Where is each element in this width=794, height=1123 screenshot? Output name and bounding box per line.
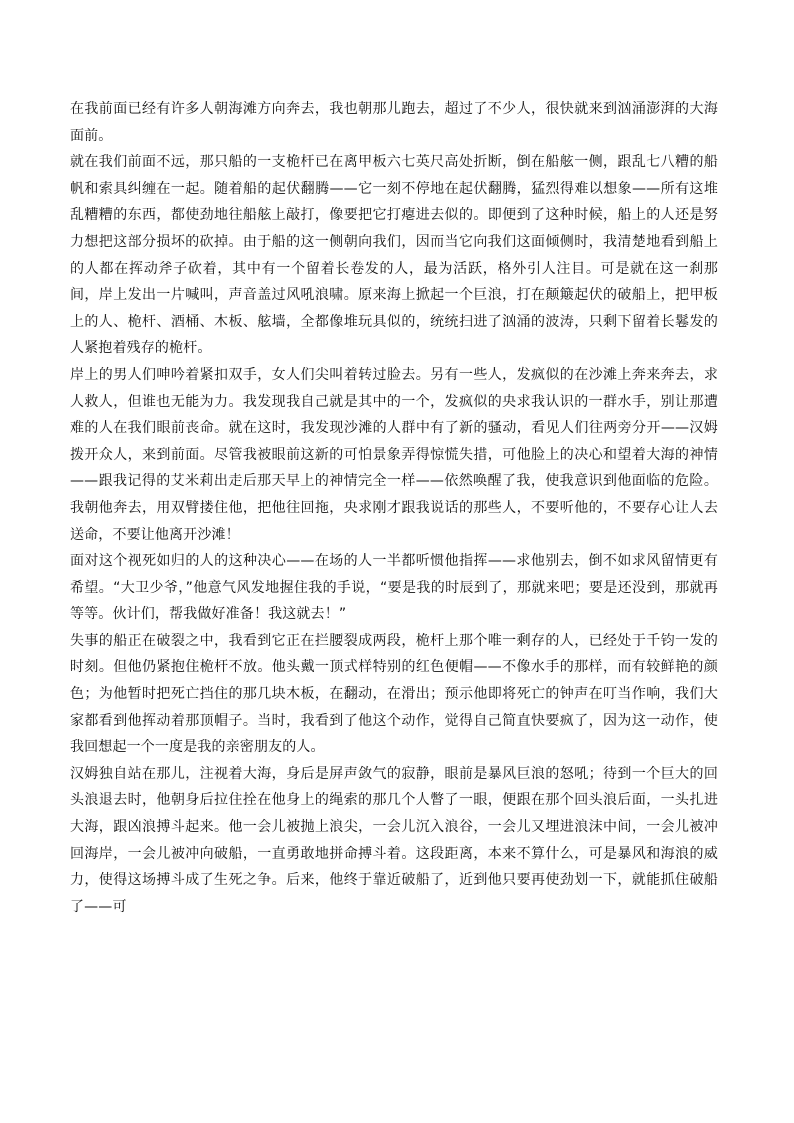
paragraph: 岸上的男人们呻吟着紧扣双手，女人们尖叫着转过脸去。另有一些人，发疯似的在沙滩上奔来奔去，求人救人，但谁也无能为力。我发现我自己就是其中的一个，发疯似的央求我认识的一群水手，别让那遭难的人在我们眼前丧命。就在这时，我发现沙滩的人群中有了新的骚动，看见人们往两旁分开——汉姆拨开众人，来到前面。尽管我被眼前这新的可怕景象弄得惊慌失措，可他脸上的决心和望着大海的神情——跟我记得的艾米莉出走后那天早上的神情完全一样——依然唤醒了我，使我意识到他面临的危险。我朝他奔去，用双臂搂住他，把他往回拖，央求刚才跟我说话的那些人，不要听他的，不要存心让人去送命，不要让他离开沙滩！ [70,366,718,543]
paragraph: 汉姆独自站在那儿，注视着大海，身后是屏声敛气的寂静，眼前是暴风巨浪的怒吼；待到一个巨大的回头浪退去时，他朝身后拉住拴在他身上的绳索的那几个人瞥了一眼，便跟在那个回头浪后面，一头扎进大海，跟凶浪搏斗起来。他一会儿被抛上浪尖，一会儿沉入浪谷，一会儿又埋进浪沫中间，一会儿被冲回海岸，一会儿被冲向破船，一直勇敢地拼命搏斗着。这段距离，本来不算什么，可是暴风和海浪的威力，使得这场搏斗成了生死之争。后来，他终于靠近破船了，近到他只要再使劲划一下，就能抓住破船了——可 [70,765,718,915]
paragraph: 就在我们前面不远，那只船的一支桅杆已在离甲板六七英尺高处折断，倒在船舷一侧，跟乱七八糟的船帆和索具纠缠在一起。随着船的起伏翻腾——它一刻不停地在起伏翻腾，猛烈得难以想象——所有这堆乱糟糟的东西，都使劲地往船舷上敲打，像要把它打瘪进去似的。即便到了这种时候，船上的人还是努力想把这部分损坏的砍掉。由于船的这一侧朝向我们，因而当它向我们这面倾侧时，我清楚地看到船上的人都在挥动斧子砍着，其中有一个留着长卷发的人，最为活跃，格外引人注目。可是就在这一刹那间，岸上发出一片喊叫，声音盖过风吼浪啸。原来海上掀起一个巨浪，打在颠簸起伏的破船上，把甲板上的人、桅杆、酒桶、木板、舷墙，全都像堆玩具似的，统统扫进了汹涌的波涛，只剩下留着长鬈发的人紧抱着残存的桅杆。 [70,154,718,357]
paragraph: 在我前面已经有许多人朝海滩方向奔去，我也朝那儿跑去，超过了不少人，很快就来到汹涌澎湃的大海面前。 [70,101,718,144]
document-body [70,96,718,920]
paragraph: 面对这个视死如归的人的这种决心——在场的人一半都听惯他指挥——求他别去，倒不如求风留情更有希望。“大卫少爷，”他意气风发地握住我的手说，“要是我的时辰到了，那就来吧；要是还没到，那就再等等。伙计们，帮我做好准备！我这就去！” [70,553,718,623]
paragraph: 失事的船正在破裂之中，我看到它正在拦腰裂成两段，桅杆上那个唯一剩存的人，已经处于千钧一发的时刻。但他仍紧抱住桅杆不放。他头戴一顶式样特别的红色便帽——不像水手的那样，而有较鲜艳的颜色；为他暂时把死亡挡住的那几块木板，在翻动，在滑出；预示他即将死亡的钟声在叮当作响，我们大家都看到他挥动着那顶帽子。当时，我看到了他这个动作，觉得自己简直快要疯了，因为这一动作，使我回想起一个一度是我的亲密朋友的人。 [70,632,718,756]
